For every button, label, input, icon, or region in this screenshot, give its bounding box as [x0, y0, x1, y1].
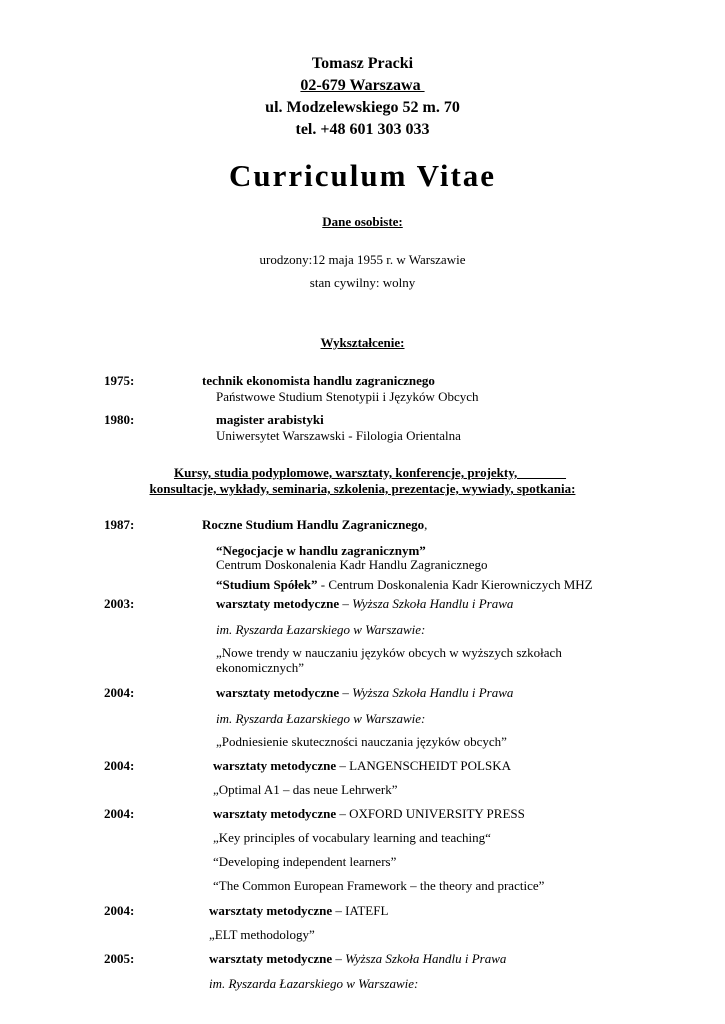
course-org: – IATEFL	[332, 903, 389, 918]
document-title: Curriculum Vitae	[228, 158, 497, 193]
course-line	[209, 951, 506, 967]
address-city	[0, 77, 725, 95]
edu-school: Uniwersytet Warszawski - Filologia Orientalna	[216, 428, 461, 443]
course-sub2	[216, 577, 593, 593]
marital-status: stan cywilny: wolny	[309, 275, 416, 290]
course-topic-cont: ekonomicznych”	[216, 660, 305, 675]
course-label: warsztaty metodyczne	[213, 758, 337, 773]
course-topic: „Nowe trendy w nauczaniu języków obcych w wyższych szkołach	[216, 645, 562, 660]
course-year: 2004:	[104, 685, 135, 700]
course-topic: “The Common European Framework – the theory and practice”	[213, 878, 545, 893]
course-year: 2005:	[104, 951, 135, 966]
course-org2: im. Ryszarda Łazarskiego w Warszawie:	[216, 622, 426, 637]
course-topic: “Developing independent learners”	[213, 854, 397, 869]
birth-info: urodzony:12 maja 1955 r. w Warszawie	[259, 252, 466, 267]
course-year: 2004:	[104, 903, 135, 918]
courses-heading-line1: Kursy, studia podyplomowe, warsztaty, konferencje, projekty,	[173, 465, 567, 480]
course-year: 2003:	[104, 596, 135, 611]
course-topic: „Key principles of vocabulary learning and teaching“	[213, 830, 491, 845]
course-label: warsztaty metodyczne	[209, 951, 333, 966]
course-org: – OXFORD UNIVERSITY PRESS	[336, 806, 525, 821]
course-sub-org: Centrum Doskonalenia Kadr Handlu Zagranicznego	[216, 557, 488, 572]
course-year: 1987:	[104, 517, 135, 532]
edu-degree: technik ekonomista handlu zagranicznego	[202, 373, 435, 388]
course-org: Wyższa Szkoła Handlu i Prawa	[352, 596, 514, 611]
course-topic: „Optimal A1 – das neue Lehrwerk”	[213, 782, 398, 797]
course-year: 2004:	[104, 806, 135, 821]
course-title	[202, 517, 427, 533]
course-label: warsztaty metodyczne	[209, 903, 333, 918]
course-dash: –	[339, 596, 353, 611]
courses-heading-line2: konsultacje, wykłady, seminaria, szkolenia, prezentacje, wywiady, spotkania:	[149, 481, 576, 496]
education-heading: Wykształcenie:	[320, 335, 405, 350]
course-org: – LANGENSCHEIDT POLSKA	[336, 758, 511, 773]
course-label: warsztaty metodyczne	[213, 806, 337, 821]
course-line	[213, 758, 511, 774]
edu-year: 1980:	[104, 412, 135, 427]
phone: tel. +48 601 303 033	[295, 121, 430, 138]
course-org2: im. Ryszarda Łazarskiego w Warszawie:	[209, 976, 419, 991]
personal-heading: Dane osobiste:	[322, 214, 403, 229]
edu-degree: magister arabistyki	[216, 412, 324, 427]
course-year: 2004:	[104, 758, 135, 773]
course-sub2-title: “Studium Spółek”	[216, 577, 318, 592]
course-line	[216, 685, 513, 701]
edu-school: Państwowe Studium Stenotypii i Języków Obcych	[216, 389, 479, 404]
course-sub-title: “Negocjacje w handlu zagranicznym”	[216, 543, 426, 558]
course-org: Wyższa Szkoła Handlu i Prawa	[345, 951, 507, 966]
course-topic: „Podniesienie skuteczności nauczania języków obcych”	[216, 734, 507, 749]
course-title-tail: ,	[424, 517, 428, 532]
address-city-text: 02-679 Warszawa	[300, 77, 425, 94]
course-org: Wyższa Szkoła Handlu i Prawa	[352, 685, 514, 700]
course-topic: „ELT methodology”	[209, 927, 315, 942]
course-line	[213, 806, 525, 822]
course-label: warsztaty metodyczne	[216, 685, 340, 700]
course-sub2-org: - Centrum Doskonalenia Kadr Kierowniczych MHZ	[317, 577, 593, 592]
author-name: Tomasz Pracki	[311, 55, 414, 72]
course-label: warsztaty metodyczne	[216, 596, 340, 611]
course-dash: –	[339, 685, 353, 700]
course-line	[216, 596, 513, 612]
address-street: ul. Modzelewskiego 52 m. 70	[265, 99, 460, 116]
course-org2: im. Ryszarda Łazarskiego w Warszawie:	[216, 711, 426, 726]
course-dash: –	[332, 951, 346, 966]
course-line	[209, 903, 388, 919]
course-title-text: Roczne Studium Handlu Zagranicznego	[202, 517, 425, 532]
edu-year: 1975:	[104, 373, 135, 388]
